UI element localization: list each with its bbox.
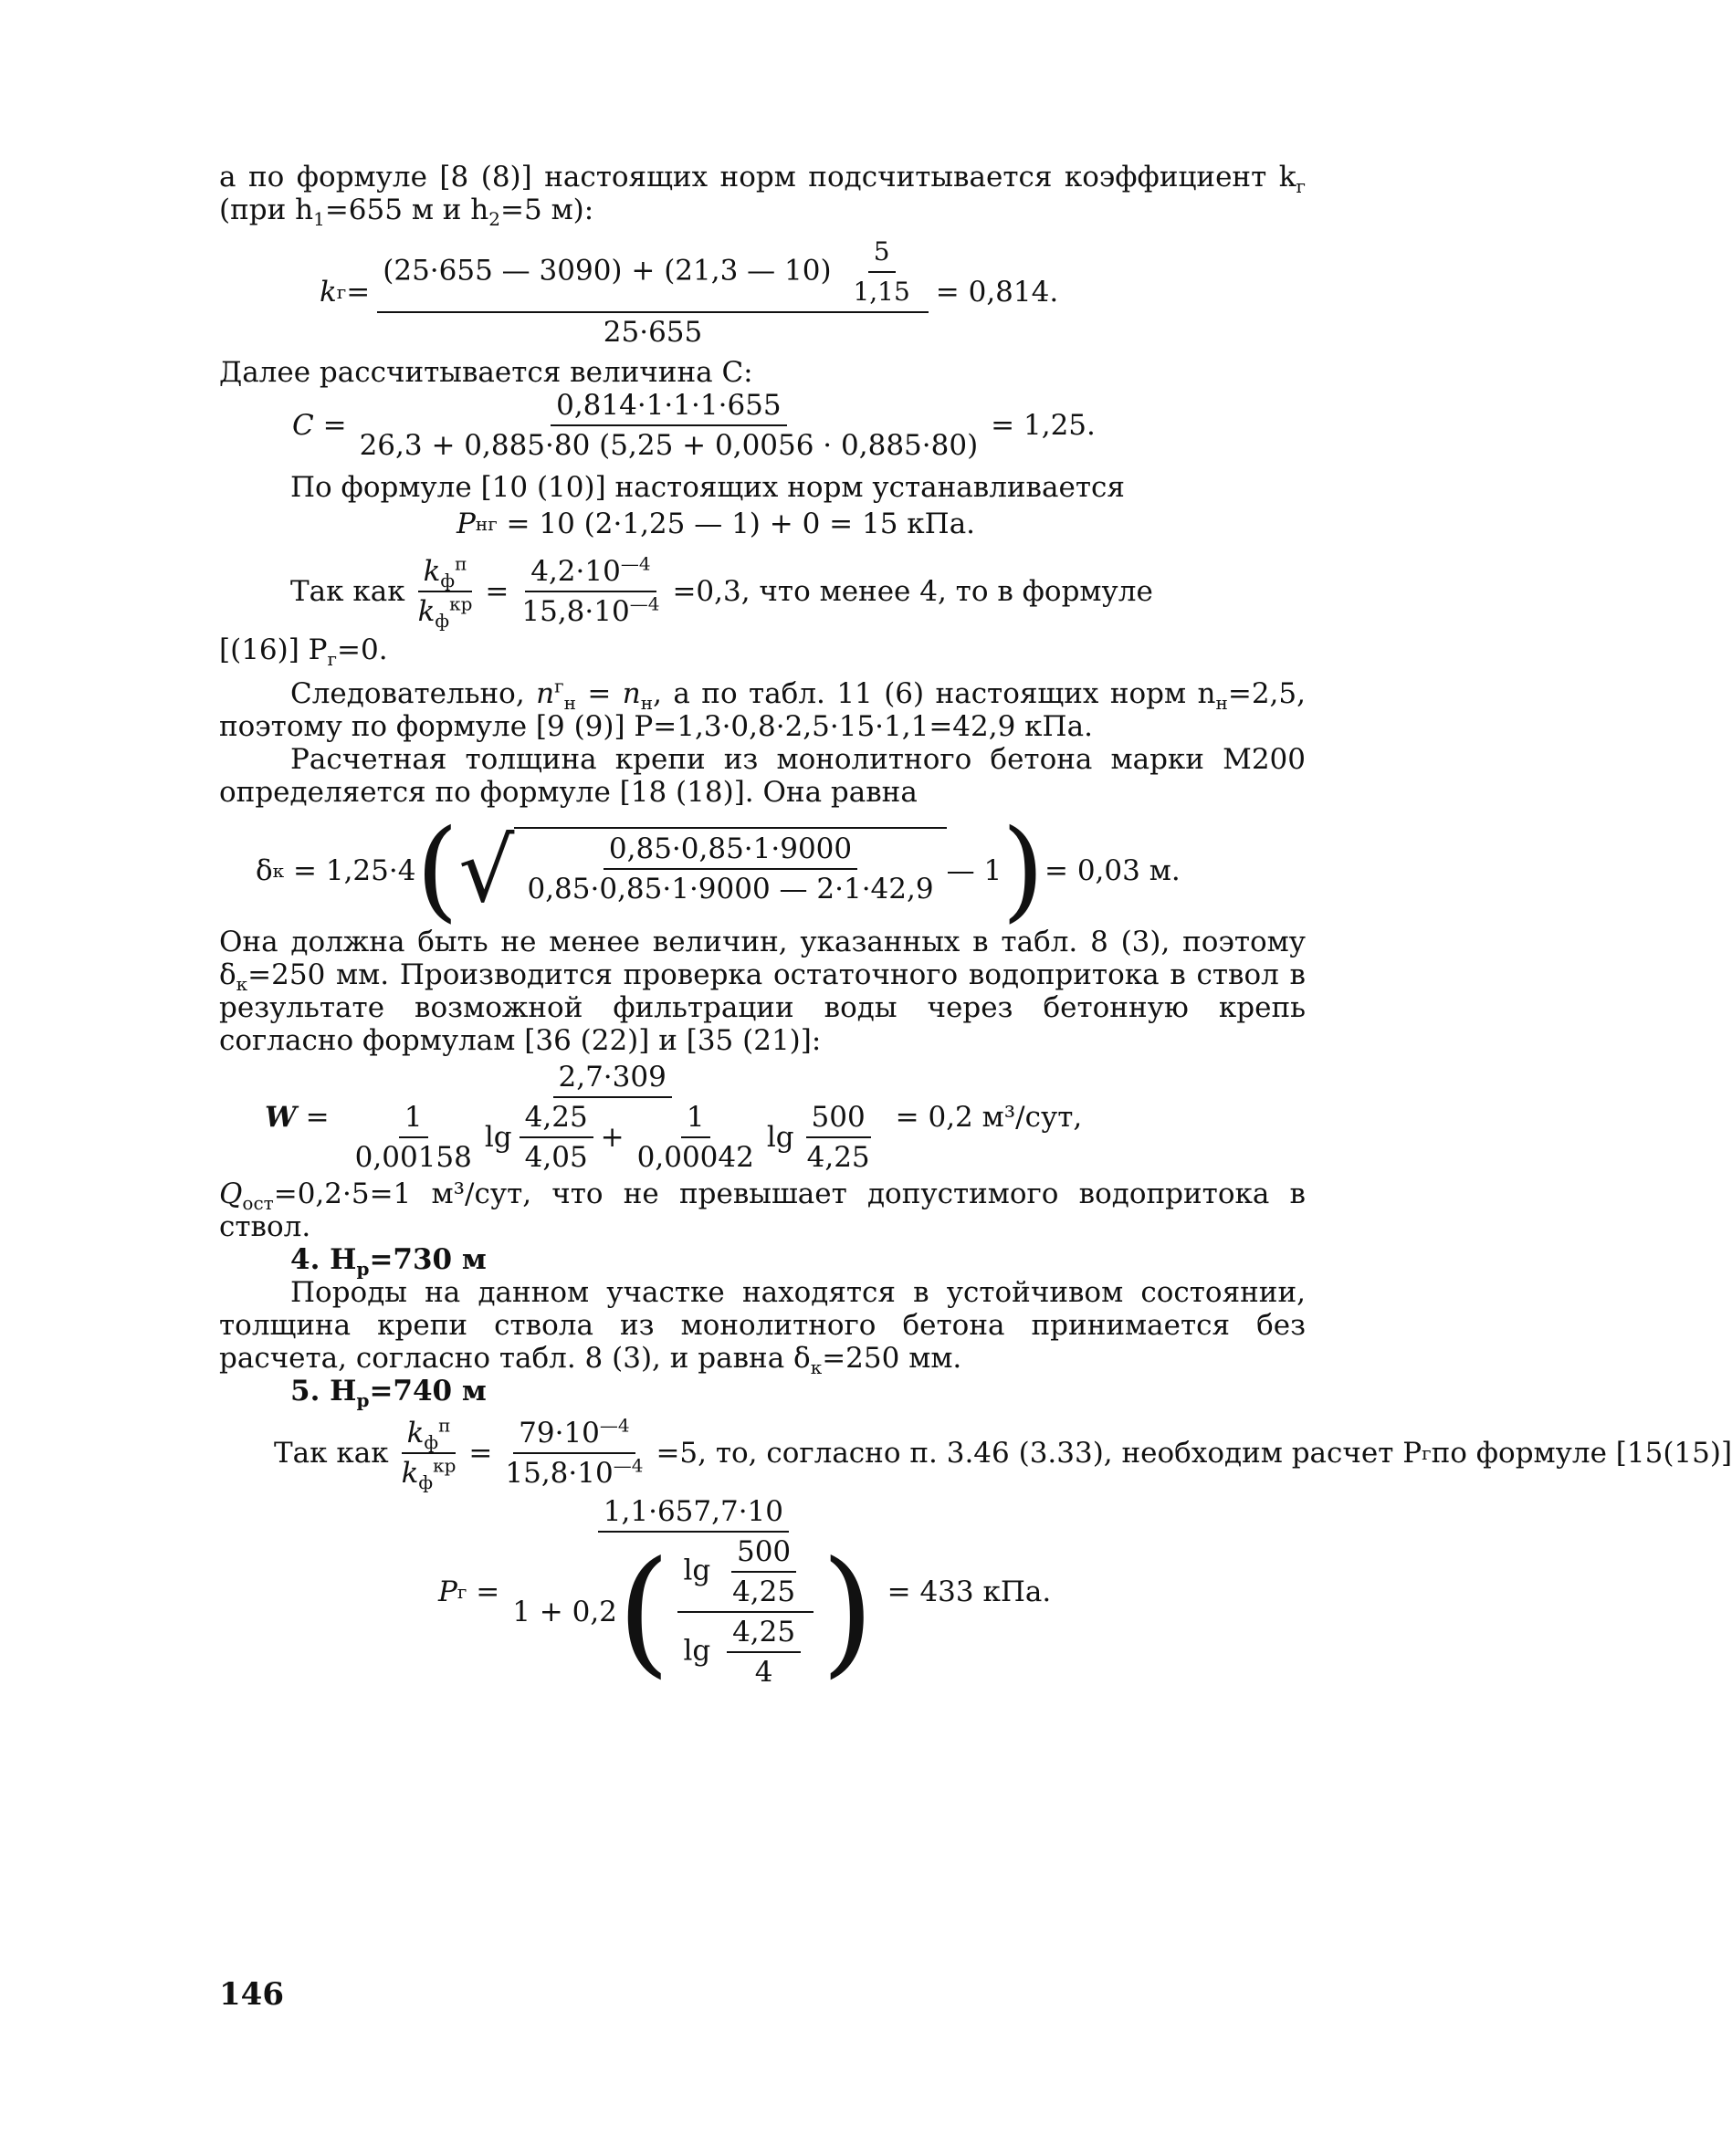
equation-pg: P н г = 10 (2·1,25 — 1) + 0 = 15 кПа.	[457, 508, 976, 540]
equation-tak-kak-1: Так как $\frac{k_ф^п}{k_ф^{кр}}$ = $\frac{4,2\cdot 10^{—4}}{15,8\cdot 10^{—4}}$ =0,3, что менее 4, то в формуле	[290, 552, 1153, 633]
heading-section-4: 4. $H_р=730$ м	[290, 1243, 487, 1281]
document-page	[219, 161, 1732, 1691]
equation-kg: k г = (25·655 — 3090) + (21,3 — 10) $\frac{5}{1,15}$ 25·655 = 0,814.	[320, 236, 1059, 349]
paragraph-po-formule: По формуле [10 (10)] настоящих норм устанавливается	[290, 471, 1125, 504]
paragraph-p16: [(16)] $P_г=0$.	[219, 633, 388, 671]
paragraph-raschet: Расчетная толщина крепи из монолитного бетона марки М200 определяется по формуле [18 (18)]. Она равна	[219, 743, 1306, 809]
paragraph-dalee: Далее рассчитывается величина C:	[219, 356, 753, 389]
paragraph-intro: а по формуле [8 (8)] настоящих норм подсчитывается коэффициент $k_г$ (при $h_1=655$ м и $h_2=5$ м):	[219, 161, 1306, 231]
equation-dk: δ к = 1,25·4 ( √ $\frac{0,85\cdot 0,85\cdot 1\cdot 9000}{0,85\cdot 0,85\cdot 1\cdot 9000 — 2\cdot 1\cdot 42,9}$ — 1 ) = 0,03 м.	[256, 807, 1181, 934]
equation-c: C = $\frac{0,814\cdot 1\cdot 1\cdot 1\cdot 655}{26,3 + 0,885\cdot 80 (5,25 + 0,0056 \cdot 0,885\cdot 80)}$ = 1,25.	[292, 389, 1096, 462]
paragraph-sledovatelno: Следовательно, $n^г_н = n_н$, а по табл. 11 (6) настоящих норм $n_н=2,5$, поэтому по формуле [9 (9)] P=1,3·0,8·2,5·15·1,1=42,9 кПа.	[219, 675, 1306, 743]
page-number: 146	[219, 1976, 284, 2013]
paragraph-porody: Породы на данном участке находятся в устойчивом состоянии, толщина крепи ствола из монолитного бетона принимается без расчета, согласно табл. 8 (3), и равна $\delta_к=250$ мм.	[219, 1276, 1306, 1379]
equation-w: W = 2,7·309 $\frac{1}{0,00158}$ lg $\frac{4,25}{4,05}$ + $\frac{1}{0,00042}$ lg $\frac{500}{4,25}$ = 0,2 м³/сут,	[265, 1061, 1083, 1174]
paragraph-qost: $Q_{ост}=0,2\cdot 5=1$ м³/сут, что не превышает допустимого водопритока в ствол.	[219, 1177, 1306, 1243]
equation-pg-2: P г = 1,1·657,7·10 1 + 0,2 ( lg $\frac{500}{4,25}$ lg $\frac{4,25}{4}$ ) = 433 кПа.	[438, 1495, 1052, 1691]
paragraph-ona: Она должна быть не менее величин, указанных в табл. 8 (3), поэтому $\delta_к=250$ мм. Производится проверка остаточного водопритока в ствол в результате возможной фильтрации воды через бетонную крепь согласно формулам [36 (22)] и [35 (21)]:	[219, 926, 1306, 1057]
equation-tak-kak-2: Так как $\frac{k_ф^п}{k_ф^{кр}}$ = $\frac{79\cdot 10^{—4}}{15,8\cdot 10^{—4}}$ =5, то, согласно п. 3.46 (3.33), необходим расчет P г по формуле [15(15)]	[274, 1414, 1732, 1494]
heading-section-5: 5. $H_р=740$ м	[290, 1375, 487, 1412]
